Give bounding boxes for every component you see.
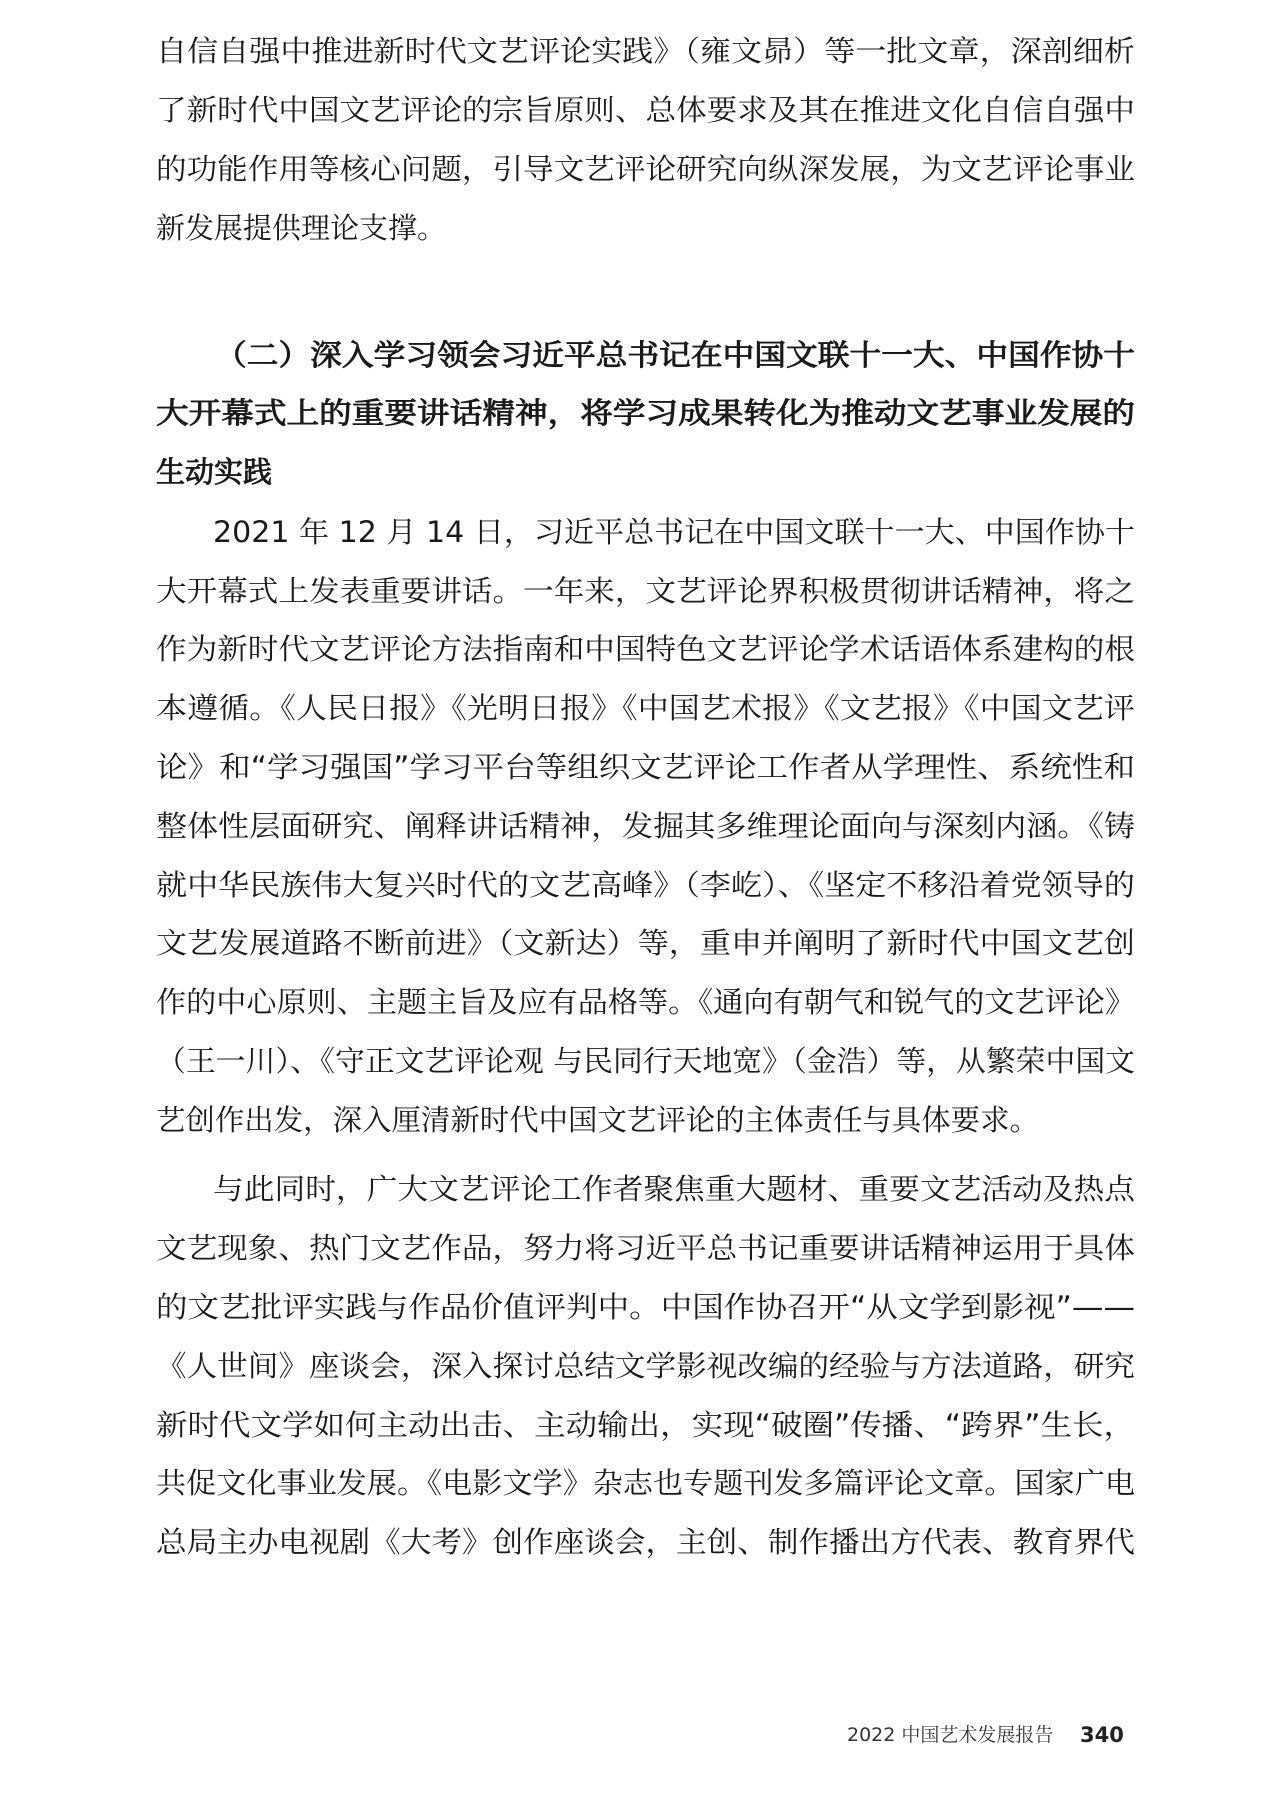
text-line: [0, 796, 1280, 856]
text-line: [0, 21, 1280, 81]
text-line-content: 艺创作出发，深入厘清新时代中国文艺评论的主体责任与具体要求。: [156, 1103, 1039, 1137]
text-line: [0, 198, 1280, 258]
text-line: [0, 619, 1280, 679]
text-line: [0, 139, 1280, 199]
text-line: [0, 1090, 1280, 1150]
text-line-content: 文艺现象、热门文艺作品，努力将习近平总书记重要讲话精神运用于具体: [156, 1231, 1135, 1265]
text-line-content: 总局主办电视剧《大考》创作座谈会，主创、制作播出方代表、教育界代: [156, 1525, 1135, 1559]
text-line-content: 共促文化事业发展。《电影文学》杂志也专题刊发多篇评论文章。国家广电: [156, 1466, 1135, 1500]
text-line: [0, 913, 1280, 973]
text-line-content: 《人世间》座谈会，深入探讨总结文学影视改编的经验与方法道路，研究: [156, 1349, 1135, 1383]
text-line-content: 本遵循。《人民日报》《光明日报》《中国艺术报》《文艺报》《中国文艺评: [156, 691, 1135, 725]
text-line: [0, 1453, 1280, 1513]
text-line-content: 2021 年 12 月 14 日，习近平总书记在中国文联十一大、中国作协十: [213, 515, 1135, 549]
text-line-content: 大开幕式上发表重要讲话。一年来，文艺评论界积极贯彻讲话精神，将之: [156, 574, 1135, 608]
text-line-content: 的功能作用等核心问题，引导文艺评论研究向纵深发展，为文艺评论事业: [156, 152, 1135, 186]
text-line-content: 作为新时代文艺评论方法指南和中国特色文艺评论学术话语体系建构的根: [156, 632, 1135, 666]
heading-line: [0, 383, 1280, 443]
text-line: [0, 1218, 1280, 1278]
text-line-content: 文艺发展道路不断前进》（文新达）等，重申并阐明了新时代中国文艺创: [156, 926, 1135, 960]
text-line: [0, 1395, 1280, 1455]
text-line-content: 就中华民族伟大复兴时代的文艺高峰》（李屹）、《坚定不移沿着党领导的: [156, 868, 1135, 902]
text-line: [0, 1031, 1280, 1091]
text-line-content: 的文艺批评实践与作品价值评判中。中国作协召开“从文学到影视”——: [156, 1290, 1135, 1324]
text-line-content: 与此同时，广大文艺评论工作者聚焦重大题材、重要文艺活动及热点: [213, 1172, 1135, 1206]
text-line-content: 了新时代中国文艺评论的宗旨原则、总体要求及其在推进文化自信自强中: [156, 93, 1135, 127]
text-line: [0, 1512, 1280, 1572]
text-line-content: 自信自强中推进新时代文艺评论实践》（雍文昴）等一批文章，深剖细析: [156, 34, 1135, 68]
text-line: [0, 1159, 1280, 1219]
text-line: [0, 1277, 1280, 1337]
text-line: [0, 502, 1280, 562]
heading-line: [0, 325, 1280, 385]
report-title: 2022 中国艺术发展报告: [847, 1724, 1054, 1746]
heading-line-content: （二）深入学习领会习近平总书记在中国文联十一大、中国作协十: [215, 338, 1135, 372]
text-line: [0, 737, 1280, 797]
text-line: [0, 855, 1280, 915]
heading-line: [0, 442, 1280, 502]
text-line: [0, 678, 1280, 738]
text-line-content: 新发展提供理论支撑。: [156, 211, 447, 245]
text-line-content: 整体性层面研究、阐释讲话精神，发掘其多维理论面向与深刻内涵。《铸: [156, 809, 1135, 843]
text-line: [0, 561, 1280, 621]
text-line: [0, 972, 1280, 1032]
text-line-content: 论》和“学习强国”学习平台等组织文艺评论工作者从学理性、系统性和: [156, 750, 1135, 784]
page-number: 340: [1080, 1723, 1124, 1747]
heading-line-content: 生动实践: [156, 455, 273, 489]
heading-line-content: 大开幕式上的重要讲话精神，将学习成果转化为推动文艺事业发展的: [156, 396, 1135, 430]
text-line: [0, 80, 1280, 140]
text-line-content: 新时代文学如何主动出击、主动输出，实现“破圈”传播、“跨界”生长，: [156, 1408, 1135, 1442]
text-line-content: （王一川）、《守正文艺评论观 与民同行天地宽》（金浩）等，从繁荣中国文: [156, 1044, 1135, 1078]
text-line: [0, 1336, 1280, 1396]
text-line-content: 作的中心原则、主题主旨及应有品格等。《通向有朝气和锐气的文艺评论》: [156, 985, 1135, 1019]
page-footer: [0, 1718, 1280, 1752]
